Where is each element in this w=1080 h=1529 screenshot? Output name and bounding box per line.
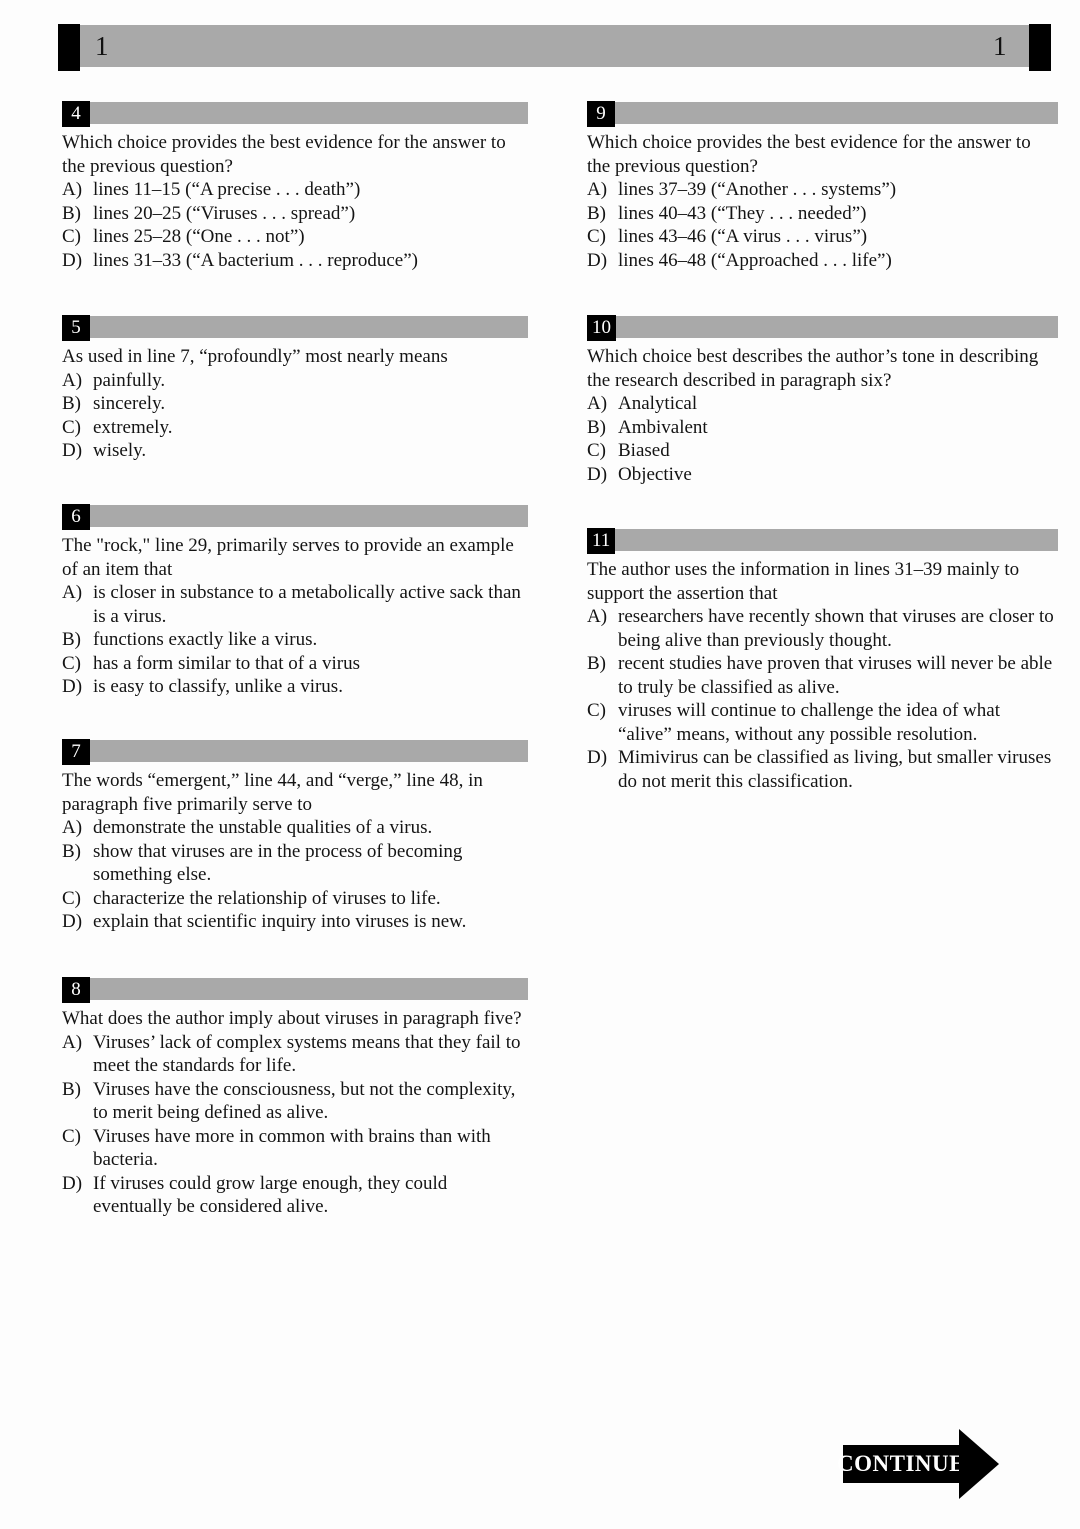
q4-option-a — [62, 178, 528, 202]
option-text: Mimivirus can be classified as living, but smaller viruses do not merit this classification. — [618, 747, 1052, 792]
option-text: lines 25–28 (“One . . . not”) — [93, 226, 305, 247]
q10-option-d — [587, 463, 1058, 487]
question-stem: The author uses the information in lines 31–39 mainly to support the assertion that — [587, 559, 1020, 604]
option-letter: A) — [587, 393, 608, 414]
header-bar — [58, 25, 1051, 67]
question-header-rule — [615, 102, 1058, 124]
option-text: lines 43–46 (“A virus . . . virus”) — [618, 226, 868, 247]
option-letter: D) — [62, 1172, 83, 1194]
option-letter: B) — [62, 629, 81, 650]
q4-option-d — [62, 249, 528, 273]
header-left-cap — [58, 24, 80, 71]
q8-option-b — [62, 1078, 528, 1125]
question-8 — [62, 977, 528, 1219]
question-number-box: 7 — [62, 739, 90, 765]
question-6 — [62, 504, 528, 699]
option-text: lines 11–15 (“A precise . . . death”) — [93, 179, 361, 200]
question-stem: What does the author imply about viruses in paragraph five? — [62, 1008, 522, 1029]
option-text: lines 37–39 (“Another . . . systems”) — [618, 179, 897, 200]
option-text: Ambivalent — [618, 416, 708, 438]
question-header-rule — [90, 505, 528, 527]
question-6-header — [62, 504, 528, 530]
q11-option-a — [587, 605, 1058, 652]
option-text: Biased — [618, 440, 670, 461]
option-letter: D) — [587, 463, 608, 485]
question-number-box: 4 — [62, 101, 90, 127]
question-stem: The "rock," line 29, primarily serves to provide an example of an item that — [62, 535, 514, 580]
option-text: lines 20–25 (“Viruses . . . spread”) — [93, 202, 356, 224]
option-text: Viruses have the consciousness, but not the complexity, to merit being defined as alive. — [93, 1078, 516, 1123]
question-4-header — [62, 101, 528, 127]
option-letter: A) — [587, 179, 608, 200]
q8-option-a — [62, 1031, 528, 1078]
option-text: functions exactly like a virus. — [93, 629, 318, 650]
option-letter: B) — [62, 840, 81, 862]
q8-option-d — [62, 1172, 528, 1219]
q5-option-a — [62, 369, 528, 393]
option-text: lines 31–33 (“A bacterium . . . reproduce”) — [93, 249, 418, 271]
q9-option-c — [587, 225, 1058, 249]
q9-option-a — [587, 178, 1058, 202]
q7-option-b — [62, 840, 528, 887]
question-header-rule — [90, 978, 528, 1000]
continue-button[interactable] — [837, 1429, 999, 1499]
q6-option-b — [62, 628, 528, 652]
option-text: explain that scientific inquiry into viruses is new. — [93, 911, 467, 932]
q7-option-a — [62, 816, 528, 840]
q11-option-d — [587, 746, 1058, 793]
option-letter: A) — [587, 606, 608, 627]
option-letter: B) — [62, 393, 81, 414]
q6-option-c — [62, 652, 528, 676]
option-text: Viruses’ lack of complex systems means that they fail to meet the standards for life. — [93, 1031, 521, 1076]
option-text: Analytical — [618, 393, 698, 414]
continue-label-text: CONTINUE — [837, 1451, 965, 1476]
question-stem: The words “emergent,” line 44, and “verge,” line 48, in paragraph five primarily serve to — [62, 770, 483, 815]
question-4 — [62, 101, 528, 272]
question-number-box: 6 — [62, 504, 90, 530]
question-5 — [62, 315, 528, 463]
option-letter: B) — [62, 1078, 81, 1100]
question-number-box: 5 — [62, 315, 90, 341]
q10-option-b — [587, 416, 1058, 440]
q6-option-a — [62, 581, 528, 628]
option-text: has a form similar to that of a virus — [93, 652, 360, 674]
question-stem: Which choice provides the best evidence for the answer to the previous question? — [62, 132, 506, 177]
question-number-box: 10 — [587, 315, 616, 341]
option-letter: A) — [62, 817, 83, 838]
question-number-box: 9 — [587, 101, 615, 127]
option-letter: C) — [62, 652, 81, 674]
option-letter: D) — [62, 440, 83, 461]
option-letter: C) — [62, 1125, 81, 1147]
option-text: is easy to classify, unlike a virus. — [93, 676, 343, 697]
option-text: wisely. — [93, 440, 147, 461]
q4-option-c — [62, 225, 528, 249]
q5-option-d — [62, 439, 528, 463]
option-letter: C) — [62, 887, 81, 909]
q11-option-b — [587, 652, 1058, 699]
option-text: is closer in substance to a metabolically active sack than is a virus. — [93, 582, 521, 627]
q9-option-d — [587, 249, 1058, 273]
option-letter: C) — [587, 700, 606, 721]
q9-option-b — [587, 202, 1058, 226]
option-letter: A) — [62, 179, 83, 200]
option-letter: B) — [587, 653, 606, 674]
question-11 — [587, 528, 1058, 793]
question-header-rule — [90, 316, 528, 338]
page-number-left: 1 — [95, 31, 109, 61]
header-right-cap — [1029, 24, 1051, 71]
option-letter: B) — [62, 202, 81, 224]
option-text: If viruses could grow large enough, they could eventually be considered alive. — [93, 1172, 448, 1217]
option-letter: A) — [62, 1031, 83, 1053]
question-header-rule — [616, 316, 1058, 338]
option-text: characterize the relationship of viruses to life. — [93, 887, 441, 909]
option-letter: C) — [587, 440, 606, 461]
option-letter: C) — [62, 226, 81, 247]
option-letter: C) — [62, 416, 81, 438]
question-stem: Which choice best describes the author’s tone in describing the research described in paragraph six? — [587, 346, 1039, 391]
question-header-rule — [615, 529, 1058, 551]
question-8-header — [62, 977, 528, 1003]
option-letter: A) — [62, 369, 83, 391]
q11-option-c — [587, 699, 1058, 746]
question-10-header — [587, 315, 1058, 341]
q6-option-d — [62, 675, 528, 699]
question-9-header — [587, 101, 1058, 127]
option-letter: B) — [587, 202, 606, 224]
question-11-header — [587, 528, 1058, 554]
continue-label — [837, 1445, 965, 1483]
q4-option-b — [62, 202, 528, 226]
option-letter: B) — [587, 416, 606, 438]
q10-option-a — [587, 392, 1058, 416]
question-stem: As used in line 7, “profoundly” most nearly means — [62, 346, 448, 367]
option-letter: D) — [62, 676, 83, 697]
question-10 — [587, 315, 1058, 486]
continue-arrow-icon — [959, 1429, 999, 1499]
option-text: viruses will continue to challenge the idea of what “alive” means, without any possible resolution. — [618, 700, 1000, 745]
question-7 — [62, 739, 528, 934]
option-text: Objective — [618, 463, 692, 485]
question-5-header — [62, 315, 528, 341]
q8-option-c — [62, 1125, 528, 1172]
q7-option-c — [62, 887, 528, 911]
question-9 — [587, 101, 1058, 272]
option-text: researchers have recently shown that viruses are closer to being alive than previously thought. — [618, 606, 1054, 651]
question-stem: Which choice provides the best evidence for the answer to the previous question? — [587, 132, 1031, 177]
question-number-box: 11 — [587, 528, 615, 554]
option-text: Viruses have more in common with brains than with bacteria. — [93, 1125, 491, 1170]
option-text: extremely. — [93, 416, 173, 438]
q5-option-b — [62, 392, 528, 416]
option-text: painfully. — [93, 369, 166, 391]
question-number-box: 8 — [62, 977, 90, 1003]
option-text: show that viruses are in the process of becoming something else. — [93, 840, 463, 885]
option-letter: D) — [587, 249, 608, 271]
option-text: lines 40–43 (“They . . . needed”) — [618, 202, 867, 224]
page-number-right: 1 — [993, 31, 1007, 61]
q10-option-c — [587, 439, 1058, 463]
option-text: recent studies have proven that viruses will never be able to truly be classified as alive. — [618, 653, 1053, 698]
option-letter: D) — [62, 911, 83, 932]
option-text: sincerely. — [93, 393, 166, 414]
question-header-rule — [90, 102, 528, 124]
option-letter: D) — [587, 747, 608, 768]
question-7-header — [62, 739, 528, 765]
q5-option-c — [62, 416, 528, 440]
option-letter: C) — [587, 226, 606, 247]
option-letter: A) — [62, 582, 83, 603]
option-text: demonstrate the unstable qualities of a virus. — [93, 817, 433, 838]
option-text: lines 46–48 (“Approached . . . life”) — [618, 249, 892, 271]
option-letter: D) — [62, 249, 83, 271]
q7-option-d — [62, 910, 528, 934]
question-header-rule — [90, 740, 528, 762]
